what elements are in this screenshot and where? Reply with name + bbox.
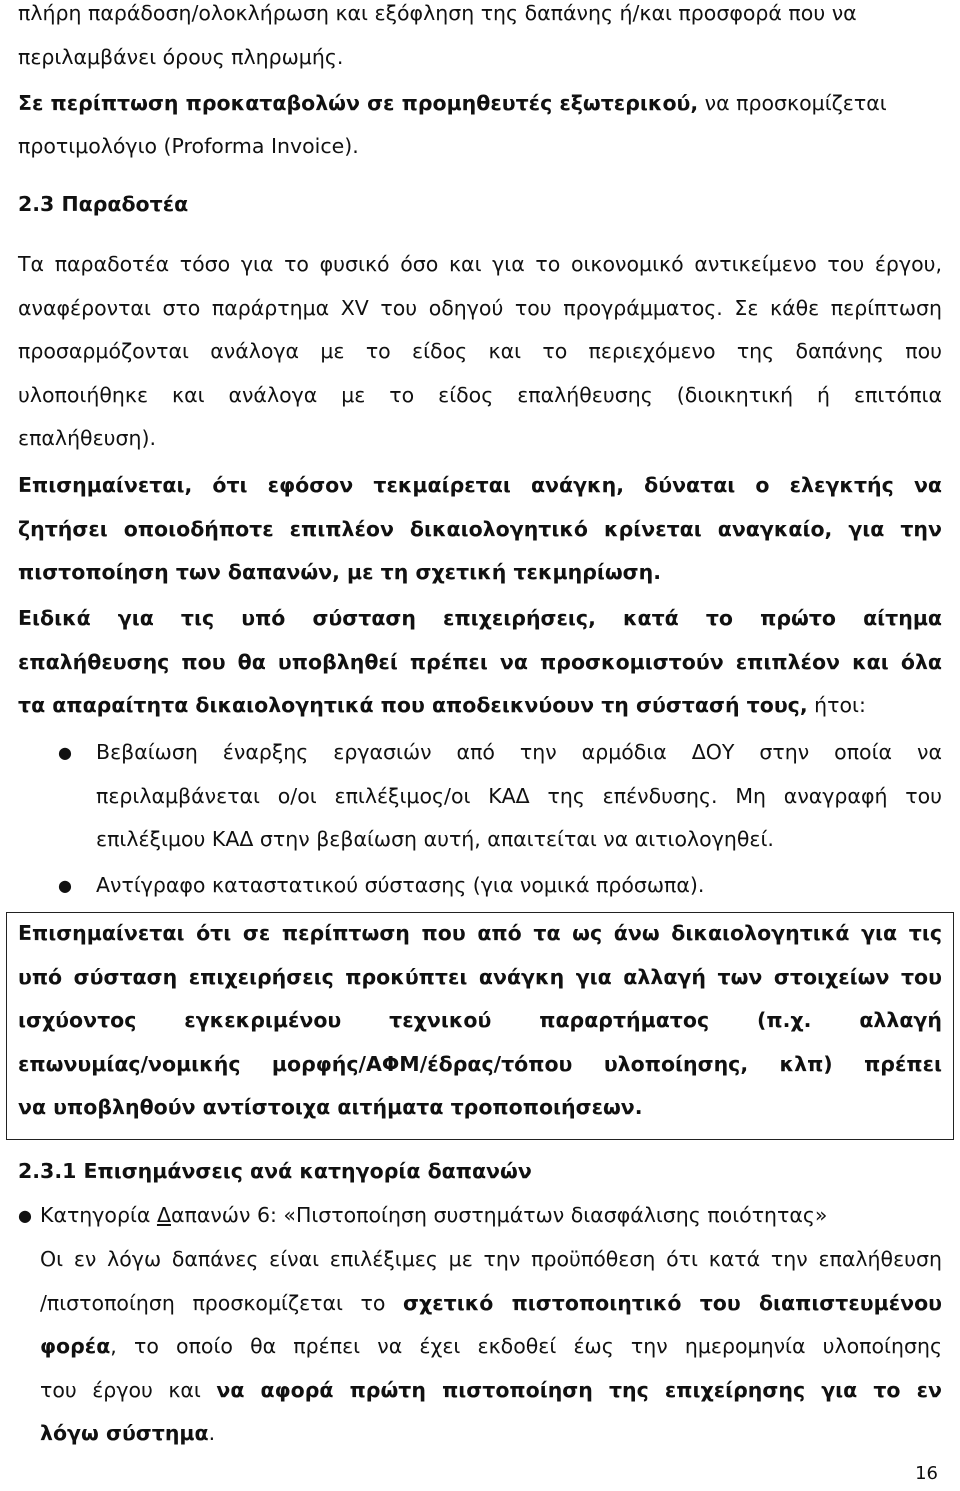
intro-line-4: προτιμολόγιο (Proforma Invoice). bbox=[18, 134, 359, 158]
intro-line-2: περιλαμβάνει όρους πληρωμής. bbox=[18, 45, 344, 69]
paragraph-line: αναφέρονται στο παράρτημα XV του οδηγού του προγράμματος. Σε κάθε περίπτωση bbox=[18, 295, 942, 320]
text-plain: , το οποίο θα πρέπει να έχει εκδοθεί έως την ημερομηνία υλοποίησης bbox=[110, 1334, 942, 1358]
text-line bbox=[40, 1412, 942, 1456]
note-line: να υποβληθούν αντίστοιχα αιτήματα τροποποιήσεων. bbox=[18, 1095, 643, 1119]
category-6-title bbox=[40, 1194, 827, 1238]
paragraph-line: υλοποιήθηκε και ανάλογα με το είδος επαλήθευσης (διοικητική ή επιτόπια bbox=[18, 382, 942, 407]
bullet-icon: ● bbox=[58, 876, 72, 895]
note-line: ισχύοντος εγκεκριμένου τεχνικού παραρτήματος (π.χ. αλλαγή bbox=[18, 1008, 942, 1032]
note-line: επωνυμίας/νομικής μορφής/ΑΦΜ/έδρας/τόπου υλοποίησης, κλπ) πρέπει bbox=[18, 1051, 942, 1076]
text-bold: λόγω σύστημα bbox=[40, 1421, 209, 1445]
text-bold: να αφορά πρώτη πιστοποίηση της επιχείρησης για το εν bbox=[216, 1377, 942, 1402]
text-bold: φορέα bbox=[40, 1334, 111, 1358]
paragraph-line: ζητήσει οποιοδήποτε επιπλέον δικαιολογητικό κρίνεται αναγκαίο, για την bbox=[18, 516, 942, 541]
bullet-item-2 bbox=[96, 864, 942, 908]
paragraph-line: επαλήθευση). bbox=[18, 426, 157, 450]
note-line: Επισημαίνεται ότι σε περίπτωση που από τα ως άνω δικαιολογητικά για τις bbox=[18, 921, 942, 945]
text-line bbox=[40, 1282, 942, 1326]
bullet-icon: ● bbox=[18, 1206, 32, 1225]
page-number: 16 bbox=[915, 1463, 938, 1484]
text-plain: . bbox=[208, 1421, 216, 1445]
note-line: υπό σύσταση επιχειρήσεις προκύπτει ανάγκη για αλλαγή των στοιχείων του bbox=[18, 964, 942, 989]
text-plain: /πιστοποίηση προσκομίζεται το bbox=[40, 1290, 404, 1315]
paragraph-line: προσαρμόζονται ανάλογα με το είδος και το περιεχόμενο της δαπάνης που bbox=[18, 339, 942, 363]
advance-payment-bold: Σε περίπτωση προκαταβολών σε προμηθευτές εξωτερικού, bbox=[18, 91, 699, 115]
bullet-line: επιλέξιμου ΚΑΔ στην βεβαίωση αυτή, απαιτείται να αιτιολογηθεί. bbox=[96, 827, 774, 851]
paragraph-line: Ειδικά για τις υπό σύσταση επιχειρήσεις, κατά το πρώτο αίτημα bbox=[18, 606, 942, 630]
paragraph-line: πιστοποίηση των δαπανών, με τη σχετική τεκμηρίωση. bbox=[18, 560, 662, 584]
paragraph-line-bold: τα απαραίτητα δικαιολογητικά που αποδεικνύουν τη σύστασή τους, bbox=[18, 693, 808, 717]
bullet-icon: ● bbox=[58, 743, 72, 762]
paragraph-line: Επισημαίνεται, ότι εφόσον τεκμαίρεται ανάγκη, δύναται ο ελεγκτής να bbox=[18, 473, 942, 497]
bullet-line: Βεβαίωση έναρξης εργασιών από την αρμόδια ΔΟΥ στην οποία να bbox=[96, 740, 942, 764]
advance-payment-rest: να προσκομίζεται bbox=[698, 91, 887, 115]
category-underlined: Δ bbox=[156, 1203, 171, 1227]
text-line: Οι εν λόγω δαπάνες είναι επιλέξιμες με την προϋπόθεση ότι κατά την επαλήθευση bbox=[40, 1247, 942, 1271]
category-6-text bbox=[40, 1238, 942, 1456]
paragraph-line: επαλήθευσης που θα υποβληθεί πρέπει να προσκομιστούν επιπλέον και όλα bbox=[18, 649, 942, 674]
deliverables-paragraph bbox=[18, 243, 942, 461]
new-companies-paragraph bbox=[18, 597, 942, 728]
paragraph-line-tail: ήτοι: bbox=[807, 693, 866, 717]
auditor-note-paragraph bbox=[18, 464, 942, 595]
paragraph-line bbox=[18, 684, 942, 728]
category-prefix: Κατηγορία bbox=[40, 1203, 157, 1227]
section-heading-expense-notes: 2.3.1 Επισημάνσεις ανά κατηγορία δαπανών bbox=[18, 1159, 532, 1183]
bullet-line: Αντίγραφο καταστατικού σύστασης (για νομικά πρόσωπα). bbox=[96, 873, 705, 897]
boxed-note-text bbox=[18, 912, 942, 1130]
category-rest: απανών 6: «Πιστοποίηση συστημάτων διασφάλισης ποιότητας» bbox=[170, 1203, 828, 1227]
intro-line-1: πλήρη παράδοση/ολοκλήρωση και εξόφληση της δαπάνης ή/και προσφορά που να bbox=[18, 1, 857, 25]
text-line bbox=[40, 1369, 942, 1413]
text-line bbox=[40, 1325, 942, 1369]
paragraph-line: Τα παραδοτέα τόσο για το φυσικό όσο και για το οικονομικό αντικείμενο του έργου, bbox=[18, 252, 942, 276]
bullet-line: περιλαμβάνεται ο/οι επιλέξιμος/οι ΚΑΔ της επένδυσης. Μη αναγραφή του bbox=[96, 783, 942, 808]
intro-line-3 bbox=[18, 82, 887, 126]
text-bold: σχετικό πιστοποιητικό του διαπιστευμένου bbox=[403, 1290, 942, 1315]
text-plain: του έργου και bbox=[40, 1377, 217, 1402]
bullet-item-1 bbox=[96, 731, 942, 862]
section-heading-deliverables: 2.3 Παραδοτέα bbox=[18, 192, 189, 216]
